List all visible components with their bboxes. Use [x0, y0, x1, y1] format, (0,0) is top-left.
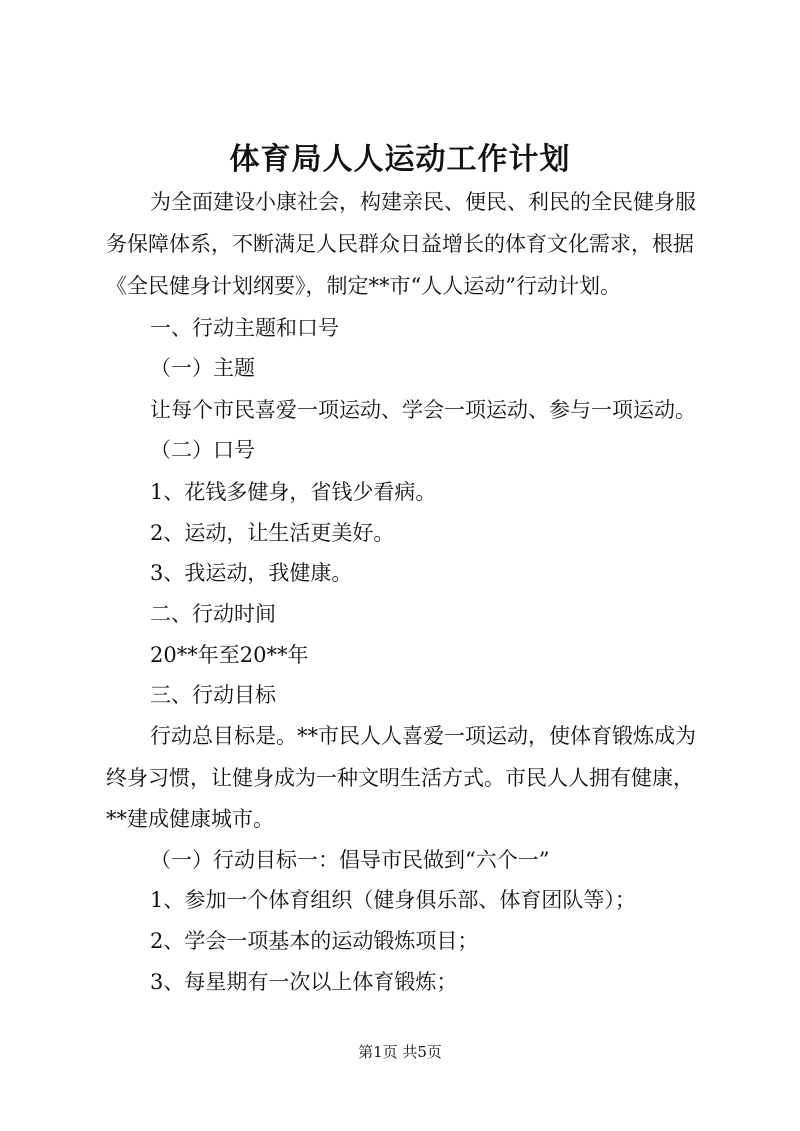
list-item: 3、我运动，我健康。 — [150, 561, 353, 585]
section-heading: 一、行动主题和口号 — [150, 316, 339, 340]
list-item: 1、花钱多健身，省钱少看病。 — [150, 480, 437, 504]
list-item: 2、运动，让生活更美好。 — [150, 521, 395, 545]
paragraph-line: 让每个市民喜爱一项运动、学会一项运动、参与一项运动。 — [150, 398, 696, 422]
list-item: 1、参加一个体育组织（健身俱乐部、体育团队等）； — [150, 888, 636, 912]
section-heading: 三、行动目标 — [150, 683, 276, 707]
paragraph-line: 20**年至20**年 — [150, 643, 309, 667]
section-heading: 二、行动时间 — [150, 602, 276, 626]
list-item: 2、学会一项基本的运动锻炼项目； — [150, 929, 479, 953]
paragraph-line: 《全民健身计划纲要》，制定**市“人人运动”行动计划。 — [106, 274, 621, 298]
paragraph-line: 为全面建设小康社会，构建亲民、便民、利民的全民健身服 — [150, 190, 696, 214]
list-item: 3、每星期有一次以上体育锻炼； — [150, 970, 458, 994]
subsection-heading: （一）行动目标一：倡导市民做到“六个一” — [150, 848, 550, 872]
paragraph-line: 终身习惯，让健身成为一种文明生活方式。市民人人拥有健康， — [106, 766, 694, 790]
paragraph-line: 务保障体系，不断满足人民群众日益增长的体育文化需求，根据 — [106, 232, 694, 256]
subsection-heading: （一）主题 — [150, 356, 255, 380]
page-number-footer: 第1页 共5页 — [358, 1043, 442, 1061]
document-title: 体育局人人运动工作计划 — [229, 142, 571, 177]
paragraph-line: **建成健康城市。 — [106, 807, 274, 831]
paragraph-line: 行动总目标是。**市民人人喜爱一项运动，使体育锻炼成为 — [150, 724, 696, 748]
subsection-heading: （二）口号 — [150, 438, 255, 462]
